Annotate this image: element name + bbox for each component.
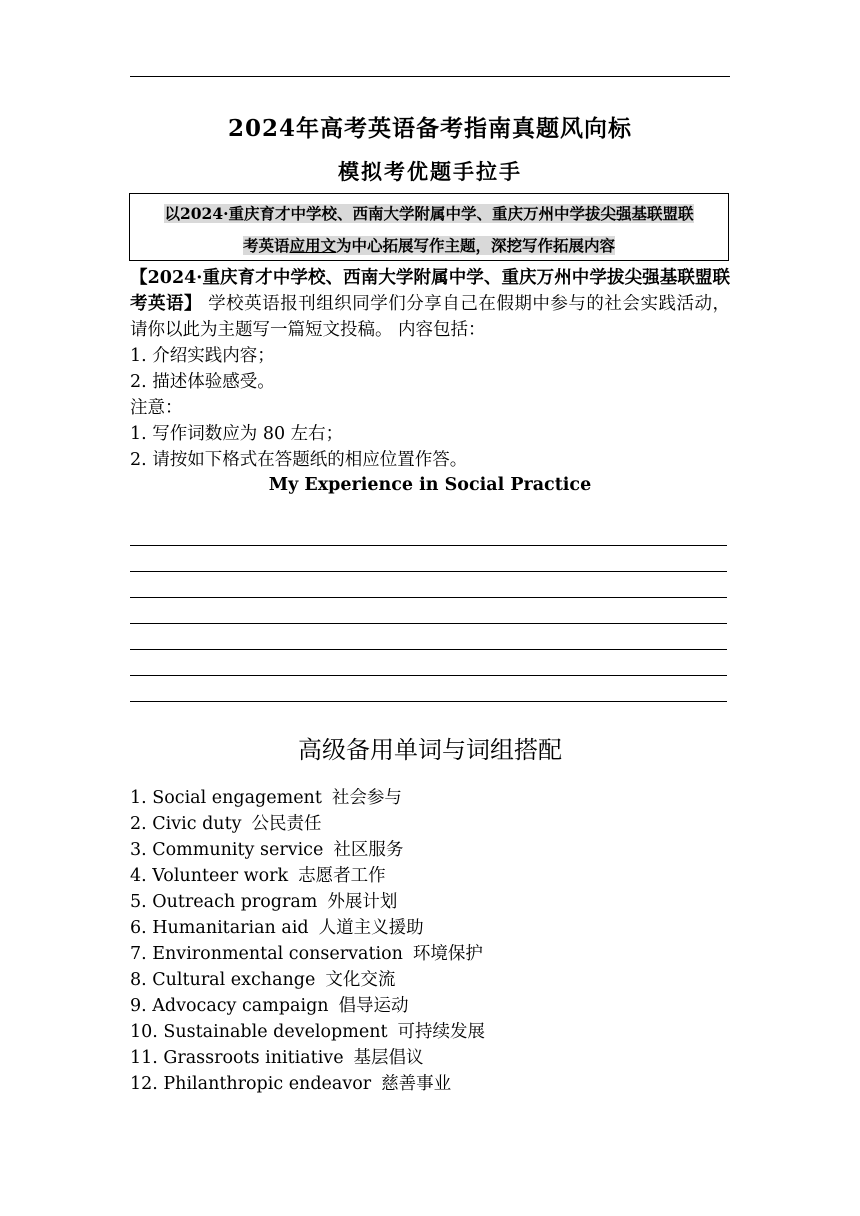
- vocab-item: [130, 1019, 730, 1045]
- intro-box-line-2-pre: 考英语: [242, 236, 290, 255]
- vocab-zh: 社会参与: [331, 788, 402, 808]
- vocab-item: [130, 785, 730, 811]
- task-paragraph: [130, 265, 730, 343]
- vocab-zh: 文化交流: [325, 970, 396, 990]
- answer-line: [130, 649, 727, 650]
- answer-line: [130, 623, 727, 624]
- intro-box-line-2-post: 为中心拓展写作主题，深挖写作拓展内容: [336, 236, 616, 255]
- vocab-zh: 倡导运动: [338, 996, 409, 1016]
- answer-line: [130, 701, 727, 702]
- vocab-en: 6. Humanitarian aid: [130, 918, 309, 938]
- vocab-section-title: 高级备用单词与词组搭配: [298, 736, 562, 764]
- vocab-zh: 人道主义援助: [318, 918, 424, 938]
- page-subtitle: 模拟考优题手拉手: [338, 159, 522, 184]
- intro-box-line-1: [130, 202, 728, 224]
- page-title: 2024年高考英语备考指南真题风向标: [227, 115, 632, 142]
- answer-line: [130, 675, 727, 676]
- vocab-item: [130, 889, 730, 915]
- task-source-tag: 【2024·重庆育才中学校、西南大学附属中学、重庆万州中学拔尖强基联盟联考英语】: [130, 268, 730, 314]
- vocab-en: 8. Cultural exchange: [130, 970, 316, 990]
- vocab-zh: 外展计划: [327, 892, 398, 912]
- vocab-item: [130, 1045, 730, 1071]
- vocab-item: [130, 941, 730, 967]
- vocab-item: [130, 811, 730, 837]
- intro-box-line-2-text: [243, 236, 615, 255]
- vocab-en: 7. Environmental conservation: [130, 944, 403, 964]
- vocab-zh: 公民责任: [251, 814, 322, 834]
- note-2: 2. 请按如下格式在答题纸的相应位置作答。: [130, 450, 468, 470]
- vocab-item: [130, 993, 730, 1019]
- vocab-en: 2. Civic duty: [130, 814, 242, 834]
- vocab-en: 9. Advocacy campaign: [130, 996, 329, 1016]
- vocab-en: 12. Philanthropic endeavor: [130, 1074, 372, 1094]
- intro-box-line-2: [130, 234, 728, 256]
- task-point-2: 2. 描述体验感受。: [130, 372, 275, 392]
- vocab-zh: 可持续发展: [397, 1022, 486, 1042]
- vocab-item: [130, 1071, 730, 1097]
- vocab-en: 5. Outreach program: [130, 892, 318, 912]
- vocab-zh: 慈善事业: [381, 1074, 452, 1094]
- vocab-item: [130, 863, 730, 889]
- vocab-item: [130, 837, 730, 863]
- intro-box-line-2-underlined: 应用文: [289, 236, 336, 255]
- answer-line: [130, 597, 727, 598]
- intro-box-line-1-text: 以2024·重庆育才中学校、西南大学附属中学、重庆万州中学拔尖强基联盟联: [164, 204, 694, 223]
- vocab-zh: 基层倡议: [353, 1048, 424, 1068]
- header-rule: [130, 76, 730, 77]
- vocab-item: [130, 967, 730, 993]
- vocab-en: 4. Volunteer work: [130, 866, 289, 886]
- vocab-en: 10. Sustainable development: [130, 1022, 388, 1042]
- task-point-1: 1. 介绍实践内容；: [130, 346, 275, 366]
- vocab-en: 1. Social engagement: [130, 788, 322, 808]
- vocab-en: 3. Community service: [130, 840, 324, 860]
- essay-title: My Experience in Social Practice: [268, 475, 592, 495]
- note-label: 注意：: [130, 398, 183, 418]
- note-1: 1. 写作词数应为 80 左右；: [130, 424, 344, 444]
- vocab-zh: 志愿者工作: [298, 866, 386, 886]
- answer-line: [130, 545, 727, 546]
- vocab-en: 11. Grassroots initiative: [130, 1048, 344, 1068]
- answer-line: [130, 571, 727, 572]
- vocab-zh: 环境保护: [412, 944, 483, 964]
- intro-box: [129, 193, 729, 261]
- task-prompt: 学校英语报刊组织同学们分享自己在假期中参与的社会实践活动，请你以此为主题写一篇短文投稿。 内容包括：: [130, 294, 730, 340]
- vocab-item: [130, 915, 730, 941]
- vocab-zh: 社区服务: [333, 840, 404, 860]
